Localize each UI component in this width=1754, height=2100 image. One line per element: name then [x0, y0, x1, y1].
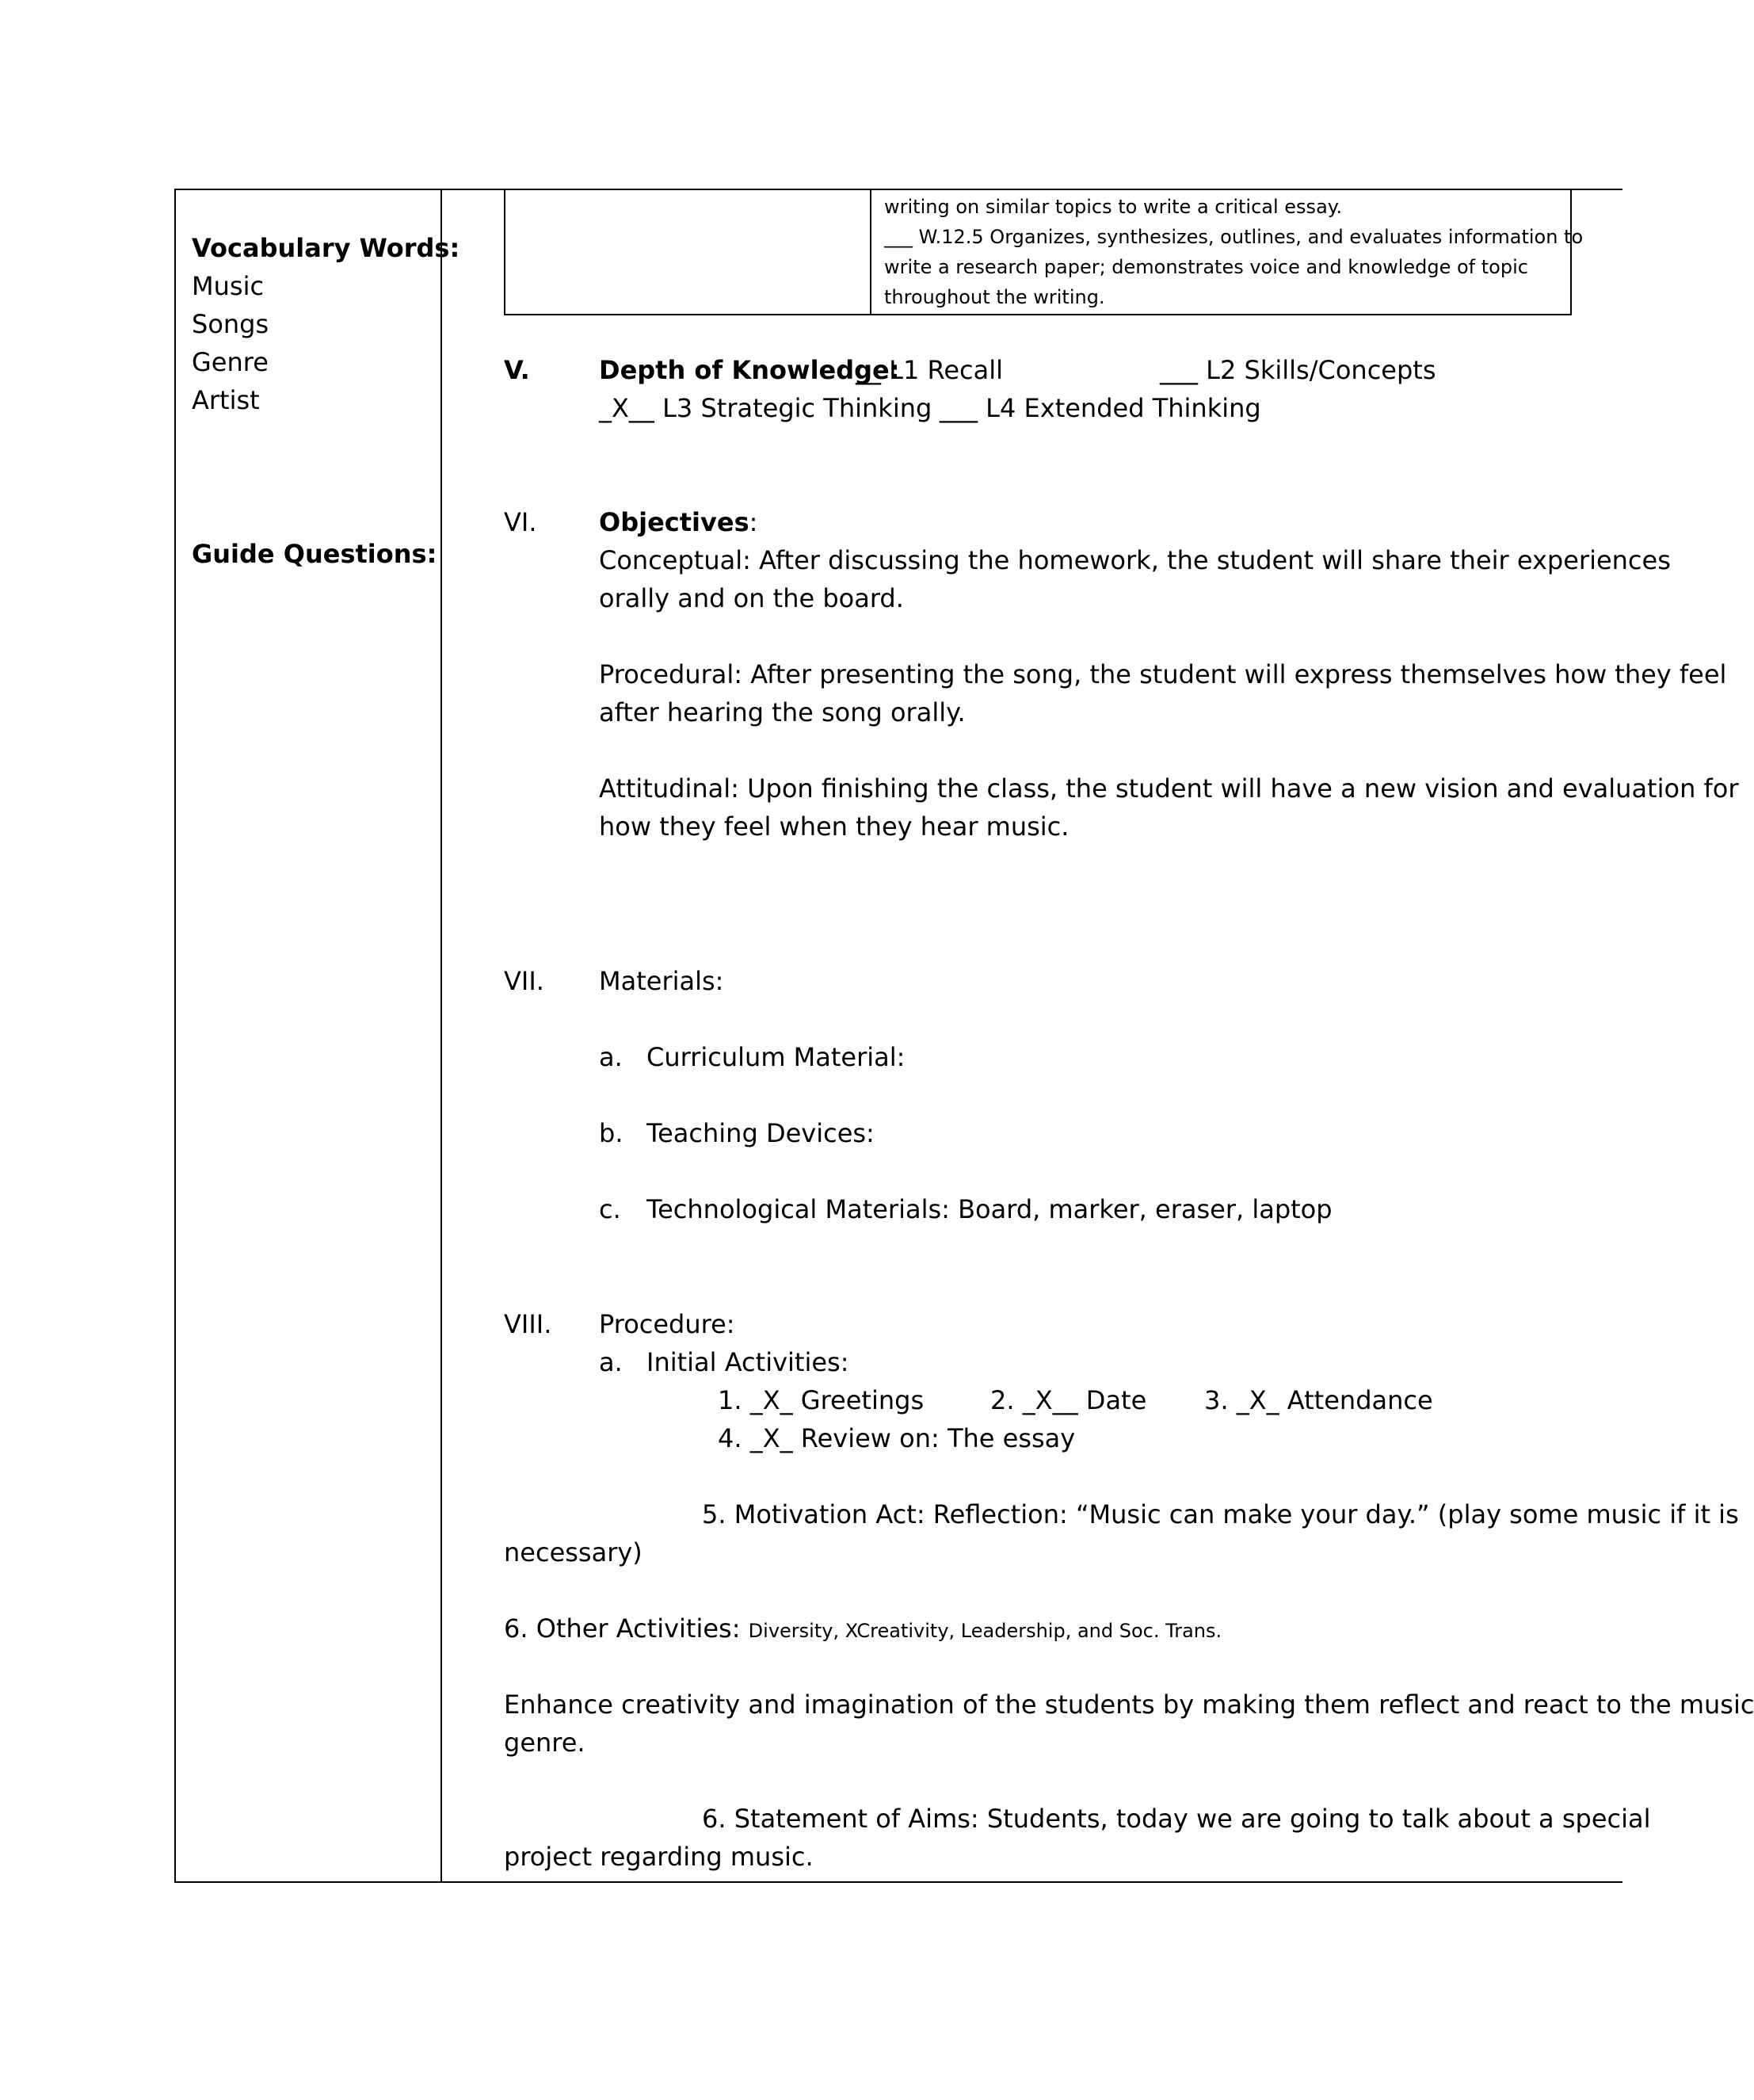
activity-greetings: 1. _X_ Greetings [718, 1385, 925, 1415]
activity-review: 4. _X_ Review on: The essay [718, 1423, 1076, 1453]
dok-level-3: _X__ L3 Strategic Thinking [599, 393, 932, 423]
section-vi-numeral: VI. [504, 507, 537, 537]
material-teaching-devices: Teaching Devices: [646, 1118, 875, 1148]
section-v-numeral: V. [504, 355, 530, 385]
standards-box-bottom-border [504, 314, 1572, 315]
dok-level-4: ___ L4 Extended Thinking [940, 393, 1261, 423]
objective-procedural-cont: after hearing the song orally. [599, 697, 966, 727]
objective-procedural: Procedural: After presenting the song, the student will express themselves how they feel [599, 659, 1727, 689]
procedure-heading: Procedure: [599, 1309, 735, 1339]
enhance-creativity-cont: genre. [504, 1728, 585, 1758]
objectives-colon: : [749, 507, 758, 537]
material-letter: a. [599, 1042, 623, 1072]
material-curriculum: Curriculum Material: [646, 1042, 906, 1072]
other-activities-label: 6. Other Activities: [504, 1613, 749, 1644]
standards-text: ___ W.12.5 Organizes, synthesizes, outlines, and evaluates information to [884, 226, 1584, 248]
objective-conceptual-cont: orally and on the board. [599, 583, 904, 613]
activity-attendance: 3. _X_ Attendance [1204, 1385, 1433, 1415]
standards-box-left-border [504, 189, 505, 315]
vocabulary-item: Genre [192, 347, 269, 377]
statement-of-aims-cont: project regarding music. [504, 1842, 814, 1872]
dok-level-2: ___ L2 Skills/Concepts [1160, 355, 1436, 385]
initial-activities-label: Initial Activities: [646, 1347, 849, 1377]
vocabulary-heading: Vocabulary Words: [192, 233, 460, 263]
material-technological: Technological Materials: Board, marker, eraser, laptop [646, 1194, 1333, 1224]
objectives-label: Objectives [599, 507, 749, 537]
activity-date: 2. _X__ Date [990, 1385, 1147, 1415]
table-top-border [174, 189, 1622, 190]
section-viii-numeral: VIII. [504, 1309, 552, 1339]
standards-box-divider [870, 189, 871, 315]
other-activities [504, 1609, 1222, 1648]
enhance-creativity: Enhance creativity and imagination of the students by making them reflect and react to the music [504, 1690, 1754, 1720]
materials-heading: Materials: [599, 966, 724, 996]
objective-conceptual: Conceptual: After discussing the homework, the student will share their experiences [599, 545, 1671, 575]
material-letter: c. [599, 1194, 621, 1224]
table-left-border [174, 189, 176, 1883]
vocabulary-item: Music [192, 271, 265, 301]
vocabulary-item: Artist [192, 385, 260, 415]
other-activities-values: Diversity, XCreativity, Leadership, and Soc. Trans. [748, 1620, 1222, 1642]
vocabulary-item: Songs [192, 309, 269, 339]
objective-attitudinal: Attitudinal: Upon finishing the class, the student will have a new vision and evaluation for [599, 773, 1739, 804]
guide-questions-heading: Guide Questions: [192, 539, 437, 569]
section-vii-numeral: VII. [504, 966, 544, 996]
dok-level-1: __ L1 Recall [856, 355, 1003, 385]
standards-text: throughout the writing. [884, 286, 1105, 308]
statement-of-aims: 6. Statement of Aims: Students, today we are going to talk about a special [702, 1804, 1651, 1834]
objectives-heading [599, 503, 757, 541]
procedure-sub-letter: a. [599, 1347, 623, 1377]
motivation-act-cont: necessary) [504, 1537, 642, 1567]
objective-attitudinal-cont: how they feel when they hear music. [599, 811, 1070, 842]
table-bottom-border [174, 1881, 1622, 1883]
table-column-divider [440, 189, 442, 1883]
standards-box-right-border [1570, 189, 1572, 315]
standards-text: writing on similar topics to write a critical essay. [884, 196, 1343, 218]
standards-text: write a research paper; demonstrates voice and knowledge of topic [884, 256, 1528, 278]
depth-of-knowledge-label: Depth of Knowledge: [599, 355, 900, 385]
material-letter: b. [599, 1118, 623, 1148]
motivation-act: 5. Motivation Act: Reflection: “Music can make your day.” (play some music if it is [702, 1499, 1739, 1529]
